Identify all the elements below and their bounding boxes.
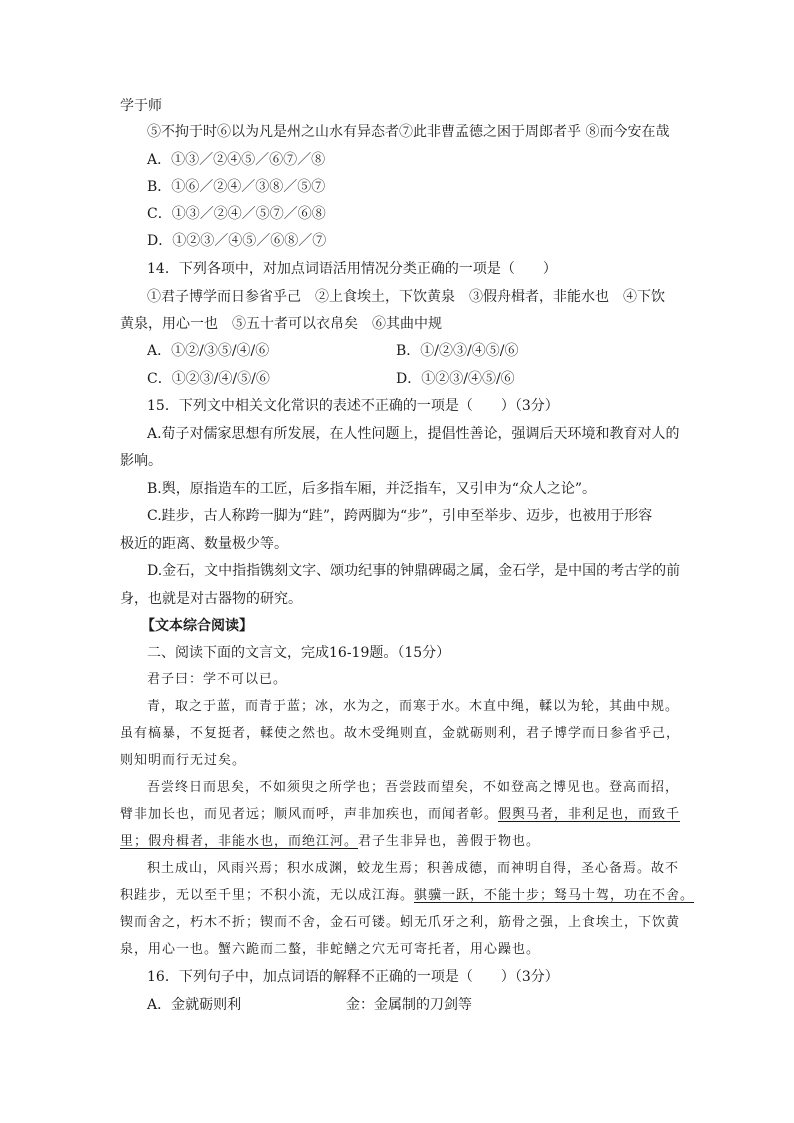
passage-line [120,832,680,852]
q13-option-a: A．①③／②④⑤／⑥⑦／⑧ [147,152,326,168]
q14-option-a: A．①②/③⑤/④/⑥ [147,343,270,359]
q16-option-a: A．金就砺则利 [147,997,242,1013]
q15-option-a: A.荀子对儒家思想有所发展，在人性问题上，提倡性善论，强调后天环境和教育对人的 [147,426,680,442]
text-line: 学于师 [120,98,162,114]
q15-option-a: 影响。 [120,453,162,469]
passage-line [120,805,680,825]
q13-option-c: C．①③／②④／⑤⑦／⑥⑧ [147,206,326,222]
q13-option-d: D．①②③／④⑤／⑥⑧／⑦ [147,233,327,249]
passage-text: 君子生非异也，善假于物也。 [358,834,541,849]
q14-body: ①君子博学而日参省乎己 ②上食埃土，下饮黄泉 ③假舟楫者，非能水也 ④下饮 [147,289,665,305]
passage-line: 积土成山，风雨兴焉；积水成渊，蛟龙生焉；积善成德，而神明自得，圣心备焉。故不 [147,861,680,876]
section-heading: 【文本综合阅读】 [141,618,253,634]
passage-text: 臂非加长也，而见者远；顺风而呼，声非加疾也，而闻者彰。 [120,807,499,822]
passage-line: 泉，用心一也。蟹六跪而二螯，非蛇鳝之穴无可寄托者，用心躁也。 [120,942,541,957]
q15-option-b: B.舆，原指造车的工匠，后多指车厢，并泛指车，又引申为“众人之论”。 [147,481,597,497]
q15-option-d: 身，也就是对古器物的研究。 [120,591,302,607]
passage-line: 君子曰：学不可以已。 [147,672,288,687]
q14-option-c: C．①②③/④/⑤/⑥ [147,371,270,387]
passage-text: 积跬步，无以至千里；不积小流，无以成江海。 [120,888,415,903]
passage-line: 青，取之于蓝，而青于蓝；冰，水为之，而寒于水。木直中绳，輮以为轮，其曲中规。 [147,699,680,714]
q16-option-a-gloss: 金：金属制的刀剑等 [346,997,472,1013]
q15-stem: 15．下列文中相关文化常识的表述不正确的一项是（ ）（3分） [147,398,559,414]
q14-stem: 14．下列各项中，对加点词语活用情况分类正确的一项是（ ） [147,261,557,277]
q14-option-d: D．①②③/④⑤/⑥ [396,371,515,387]
passage-line: 吾尝终日而思矣，不如须臾之所学也；吾尝跂而望矣，不如登高之博见也。登高而招， [147,780,680,795]
passage-line [120,886,695,906]
passage-line: 锲而舍之，朽木不折；锲而不舍，金石可镂。蚓无爪牙之利，筋骨之强，上食埃土，下饮黄 [120,915,681,930]
q15-option-c: 极近的距离、数量极少等。 [120,536,288,552]
passage-line: 虽有槁暴，不复挺者，輮使之然也。故木受绳则直，金就砺则利，君子博学而日参省乎己， [120,726,681,741]
q14-body: 黄泉，用心一也 ⑤五十者可以衣帛矣 ⑥其曲中规 [120,316,442,332]
q16-stem: 16．下列句子中，加点词语的解释不正确的一项是（ ）（3分） [147,969,559,985]
q13-option-b: B．①⑥／②④／③⑧／⑤⑦ [147,179,326,195]
underlined-text: 骐骥一跃，不能十步；驽马十驾，功在不舍。 [414,888,695,903]
q15-option-c: C.跬步，古人称跨一脚为“跬”，跨两脚为“步”，引申至举步、迈步，也被用于形容 [147,508,653,524]
q14-option-b: B．①/②③/④⑤/⑥ [396,343,519,359]
underlined-text: 里；假舟楫者，非能水也，而绝江河。 [120,834,359,849]
underlined-text: 假舆马者，非利足也，而致千 [498,807,681,822]
part-heading: 二、阅读下面的文言文，完成16-19题。（15分） [147,645,451,661]
text-line: ⑤不拘于时⑥以为凡是州之山水有异态者⑦此非曹孟德之困于周郎者乎 ⑧而今安在哉 [147,124,670,140]
q15-option-d: D.金石，文中指指镌刻文字、颂功纪事的钟鼎碑碣之属，金石学，是中国的考古学的前 [147,563,681,579]
passage-line: 则知明而行无过矣。 [120,753,247,768]
